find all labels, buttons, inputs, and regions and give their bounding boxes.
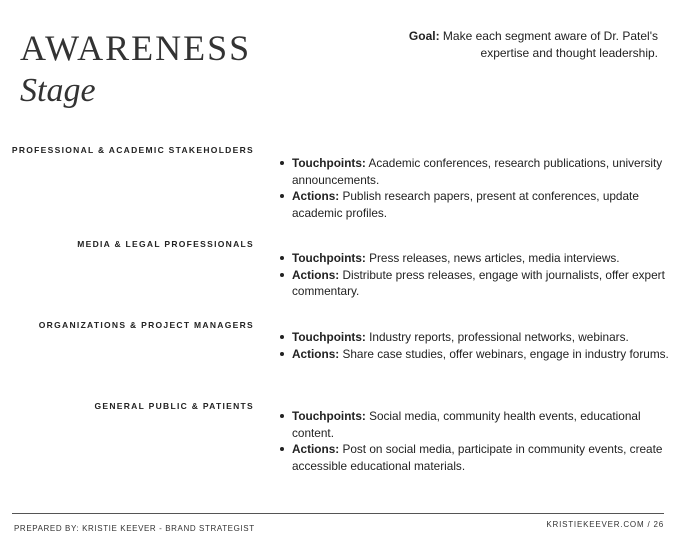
footer-divider — [12, 513, 664, 514]
page-title: AWARENESS — [20, 28, 252, 68]
touchpoints-item — [292, 408, 672, 441]
touchpoints-text: Social media, community health events, educational content. — [292, 409, 641, 440]
segment-label-media-legal: MEDIA & LEGAL PROFESSIONALS — [77, 239, 254, 249]
touchpoints-item — [292, 329, 672, 346]
actions-text: Post on social media, participate in community events, create accessible educational materials. — [292, 442, 663, 473]
segment-label-general-public: GENERAL PUBLIC & PATIENTS — [94, 401, 254, 411]
actions-label: Actions: — [292, 267, 340, 282]
touchpoints-label: Touchpoints: — [292, 251, 366, 265]
segment-bullets-general-public — [278, 408, 672, 474]
touchpoints-item — [292, 250, 672, 267]
touchpoints-label: Touchpoints: — [292, 409, 366, 423]
actions-text: Distribute press releases, engage with journalists, offer expert commentary. — [292, 267, 665, 298]
touchpoints-label: Touchpoints: — [292, 156, 366, 170]
actions-item — [292, 188, 672, 221]
actions-label: Actions: — [292, 346, 340, 361]
page-subtitle: Stage — [20, 72, 96, 109]
goal-statement — [408, 28, 658, 62]
touchpoints-text: Industry reports, professional networks, webinars. — [365, 330, 629, 344]
touchpoints-label: Touchpoints: — [292, 330, 366, 344]
touchpoints-text: Press releases, news articles, media interviews. — [365, 251, 620, 265]
segment-bullets-organizations-pm — [278, 329, 672, 362]
actions-item — [292, 346, 672, 363]
touchpoints-item — [292, 155, 672, 188]
actions-label: Actions: — [292, 442, 340, 456]
touchpoints-text: Academic conferences, research publications, university announcements. — [292, 156, 663, 187]
segment-label-professional-academic: PROFESSIONAL & ACADEMIC STAKEHOLDERS — [11, 145, 254, 155]
actions-item — [292, 441, 672, 474]
segment-bullets-media-legal — [278, 250, 672, 300]
footer-prepared-by: PREPARED BY: KRISTIE KEEVER - BRAND STRATEGIST — [14, 524, 255, 533]
segment-bullets-professional-academic — [278, 155, 672, 221]
actions-label: Actions: — [292, 189, 340, 203]
goal-text: Make each segment aware of Dr. Patel's expertise and thought leadership. — [439, 29, 658, 60]
actions-text: Share case studies, offer webinars, engage in industry forums. — [339, 346, 669, 361]
actions-item — [292, 267, 672, 300]
segment-label-organizations-pm: ORGANIZATIONS & PROJECT MANAGERS — [38, 320, 254, 330]
goal-label: Goal: — [408, 29, 440, 43]
footer-page-number: KRISTIEKEEVER.COM / 26 — [546, 520, 664, 529]
actions-text: Publish research papers, present at conferences, update academic profiles. — [292, 189, 639, 220]
